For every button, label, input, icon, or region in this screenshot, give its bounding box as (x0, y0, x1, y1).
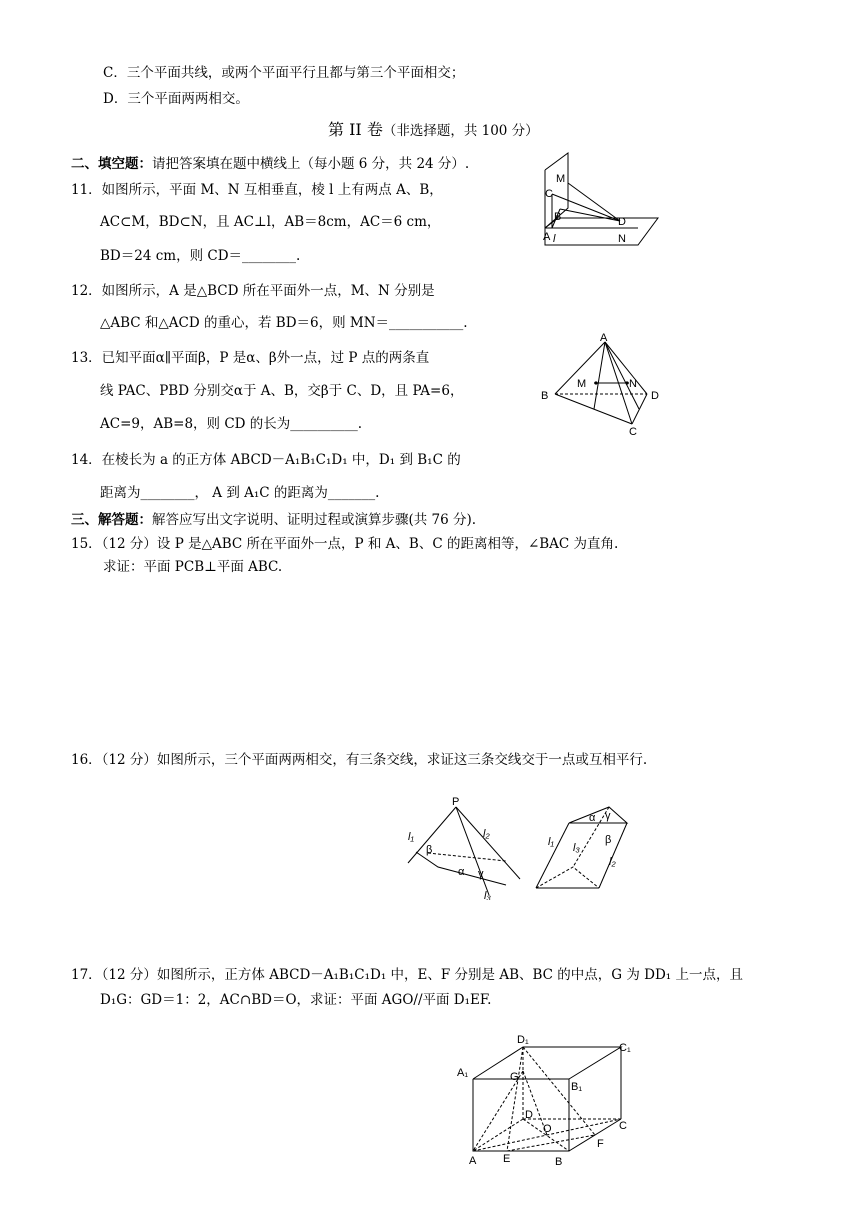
fill-section-header (71, 155, 469, 173)
section-title (328, 121, 539, 140)
label-l1: l₁ (408, 831, 414, 843)
label-e: E (503, 1153, 511, 1165)
edge-bc (555, 394, 632, 424)
q11-line1: 11．如图所示，平面 M、N 互相垂直，棱 l 上有两点 A、B， (71, 182, 443, 198)
label-a: A (469, 1155, 477, 1167)
q16-line1: 16．（12 分）如图所示，三个平面两两相交，有三条交线，求证这三条交线交于一点或互相平行. (71, 752, 648, 768)
q15-line2: 求证：平面 PCB⊥平面 ABC. (103, 559, 283, 575)
plane-n-outline (545, 218, 658, 245)
label-b1: B₁ (571, 1081, 583, 1093)
label-gamma: γ (605, 810, 611, 822)
q15-line1: 15．（12 分）设 P 是△ABC 所在平面外一点，P 和 A、B、C 的距离相等，∠BAC 为直角. (71, 536, 619, 552)
q16-figure-left (398, 795, 528, 900)
label-m: M (577, 378, 587, 390)
solve-section-heading: 三、解答题： (71, 512, 152, 528)
q11-line2: AC⊂M，BD⊂N，且 AC⊥l，AB＝8cm，AC＝6 cm， (100, 214, 441, 230)
point-m (594, 381, 597, 384)
option-c: C．三个平面共线，或两个平面平行且都与第三个平面相交； (103, 65, 465, 81)
label-a: A (543, 231, 551, 243)
edge-cb (569, 1119, 621, 1151)
q12-figure-svg (537, 332, 672, 440)
line-l1 (536, 823, 569, 888)
label-beta: β (426, 844, 433, 856)
label-l1: l₁ (548, 836, 554, 848)
solve-section-instruction: 解答应写出文字说明、证明过程或演算步骤(共 76 分). (152, 512, 477, 528)
label-gamma: γ (478, 868, 484, 880)
fill-section-instruction: 请把答案填在题中横线上（每小题 6 分，共 24 分）. (152, 156, 470, 172)
label-c: C (545, 188, 553, 200)
fill-section-heading: 二、填空题： (71, 156, 152, 172)
q13-line2: 线 PAC、PBD 分别交α于 A、B，交β于 C、D，且 PA=6， (100, 383, 464, 399)
label-a: A (600, 332, 608, 344)
q13-line1: 13．已知平面α∥平面β，P 是α、β外一点，过 P 点的两条直 (71, 350, 430, 366)
label-l3: l₃ (573, 842, 580, 854)
plane-beta-edge (428, 853, 506, 861)
section-title-main: 第 II 卷 (328, 120, 383, 139)
label-c: C (619, 1120, 627, 1132)
label-alpha: α (458, 866, 465, 878)
q17-line2: D₁G：GD＝1：2，AC∩BD＝O，求证：平面 AGO//平面 D₁EF. (100, 992, 492, 1008)
q12-line2: △ABC 和△ACD 的重心，若 BD＝6，则 MN＝___________. (100, 315, 468, 331)
segment-ga (473, 1071, 523, 1151)
q11-figure (540, 150, 665, 255)
label-d: D (618, 216, 626, 228)
line-l2 (456, 807, 520, 879)
label-b: B (555, 1156, 563, 1168)
label-m: M (556, 173, 566, 185)
q14-line1: 14．在棱长为 a 的正方体 ABCD－A₁B₁C₁D₁ 中，D₁ 到 B₁C 的 (71, 452, 461, 468)
q16-figure-right (533, 805, 633, 895)
label-l2: l₂ (483, 828, 490, 840)
segment-d1f (523, 1047, 595, 1135)
label-d: D (651, 390, 659, 402)
front-face (473, 1079, 569, 1151)
label-l: l (553, 233, 556, 245)
label-n: N (618, 233, 626, 245)
q11-figure-svg (540, 150, 665, 255)
label-beta: β (605, 834, 612, 846)
top-triangle (569, 807, 627, 823)
label-g: G (510, 1071, 519, 1083)
label-d1: D₁ (517, 1034, 529, 1046)
q14-line2: 距离为________， A 到 A₁C 的距离为_______. (100, 485, 380, 501)
q16-right-svg (533, 805, 633, 895)
q17-figure (455, 1030, 635, 1170)
top-face (473, 1047, 621, 1079)
line-l3 (456, 807, 489, 895)
option-d: D．三个平面两两相交。 (103, 91, 249, 107)
label-l2: l₂ (609, 856, 616, 868)
segment-cd (552, 194, 620, 221)
segment-d1e (507, 1047, 523, 1151)
q17-figure-svg (455, 1030, 635, 1170)
label-l3: l₃ (484, 890, 491, 900)
label-c1: C₁ (619, 1042, 631, 1054)
q12-figure (537, 332, 672, 440)
edge-dc (632, 394, 647, 424)
edge-da (473, 1119, 523, 1151)
q17-line1: 17．（12 分）如图所示，正方体 ABCD－A₁B₁C₁D₁ 中，E、F 分别是 AB、BC 的中点，G 为 DD₁ 上一点，且 (71, 967, 744, 983)
label-c: C (629, 426, 637, 438)
median-a-cd (605, 342, 639, 409)
label-o: O (543, 1123, 552, 1135)
section-title-sub: （非选择题，共 100 分） (382, 123, 539, 139)
q16-left-svg (398, 795, 528, 900)
label-n: N (629, 378, 637, 390)
label-f: F (597, 1138, 604, 1150)
label-b: B (541, 390, 549, 402)
solve-section-header (71, 511, 476, 529)
q11-line3: BD＝24 cm，则 CD＝________. (100, 248, 301, 264)
label-alpha: α (589, 812, 596, 824)
label-a1: A₁ (457, 1067, 469, 1079)
q12-line1: 12．如图所示，A 是△BCD 所在平面外一点，M、N 分别是 (71, 283, 435, 299)
edge-ad (605, 342, 647, 394)
label-p: P (452, 796, 460, 808)
label-d: D (525, 1109, 533, 1121)
q13-line3: AC=9，AB=8，则 CD 的长为__________. (100, 416, 363, 432)
label-b: B (554, 211, 562, 223)
